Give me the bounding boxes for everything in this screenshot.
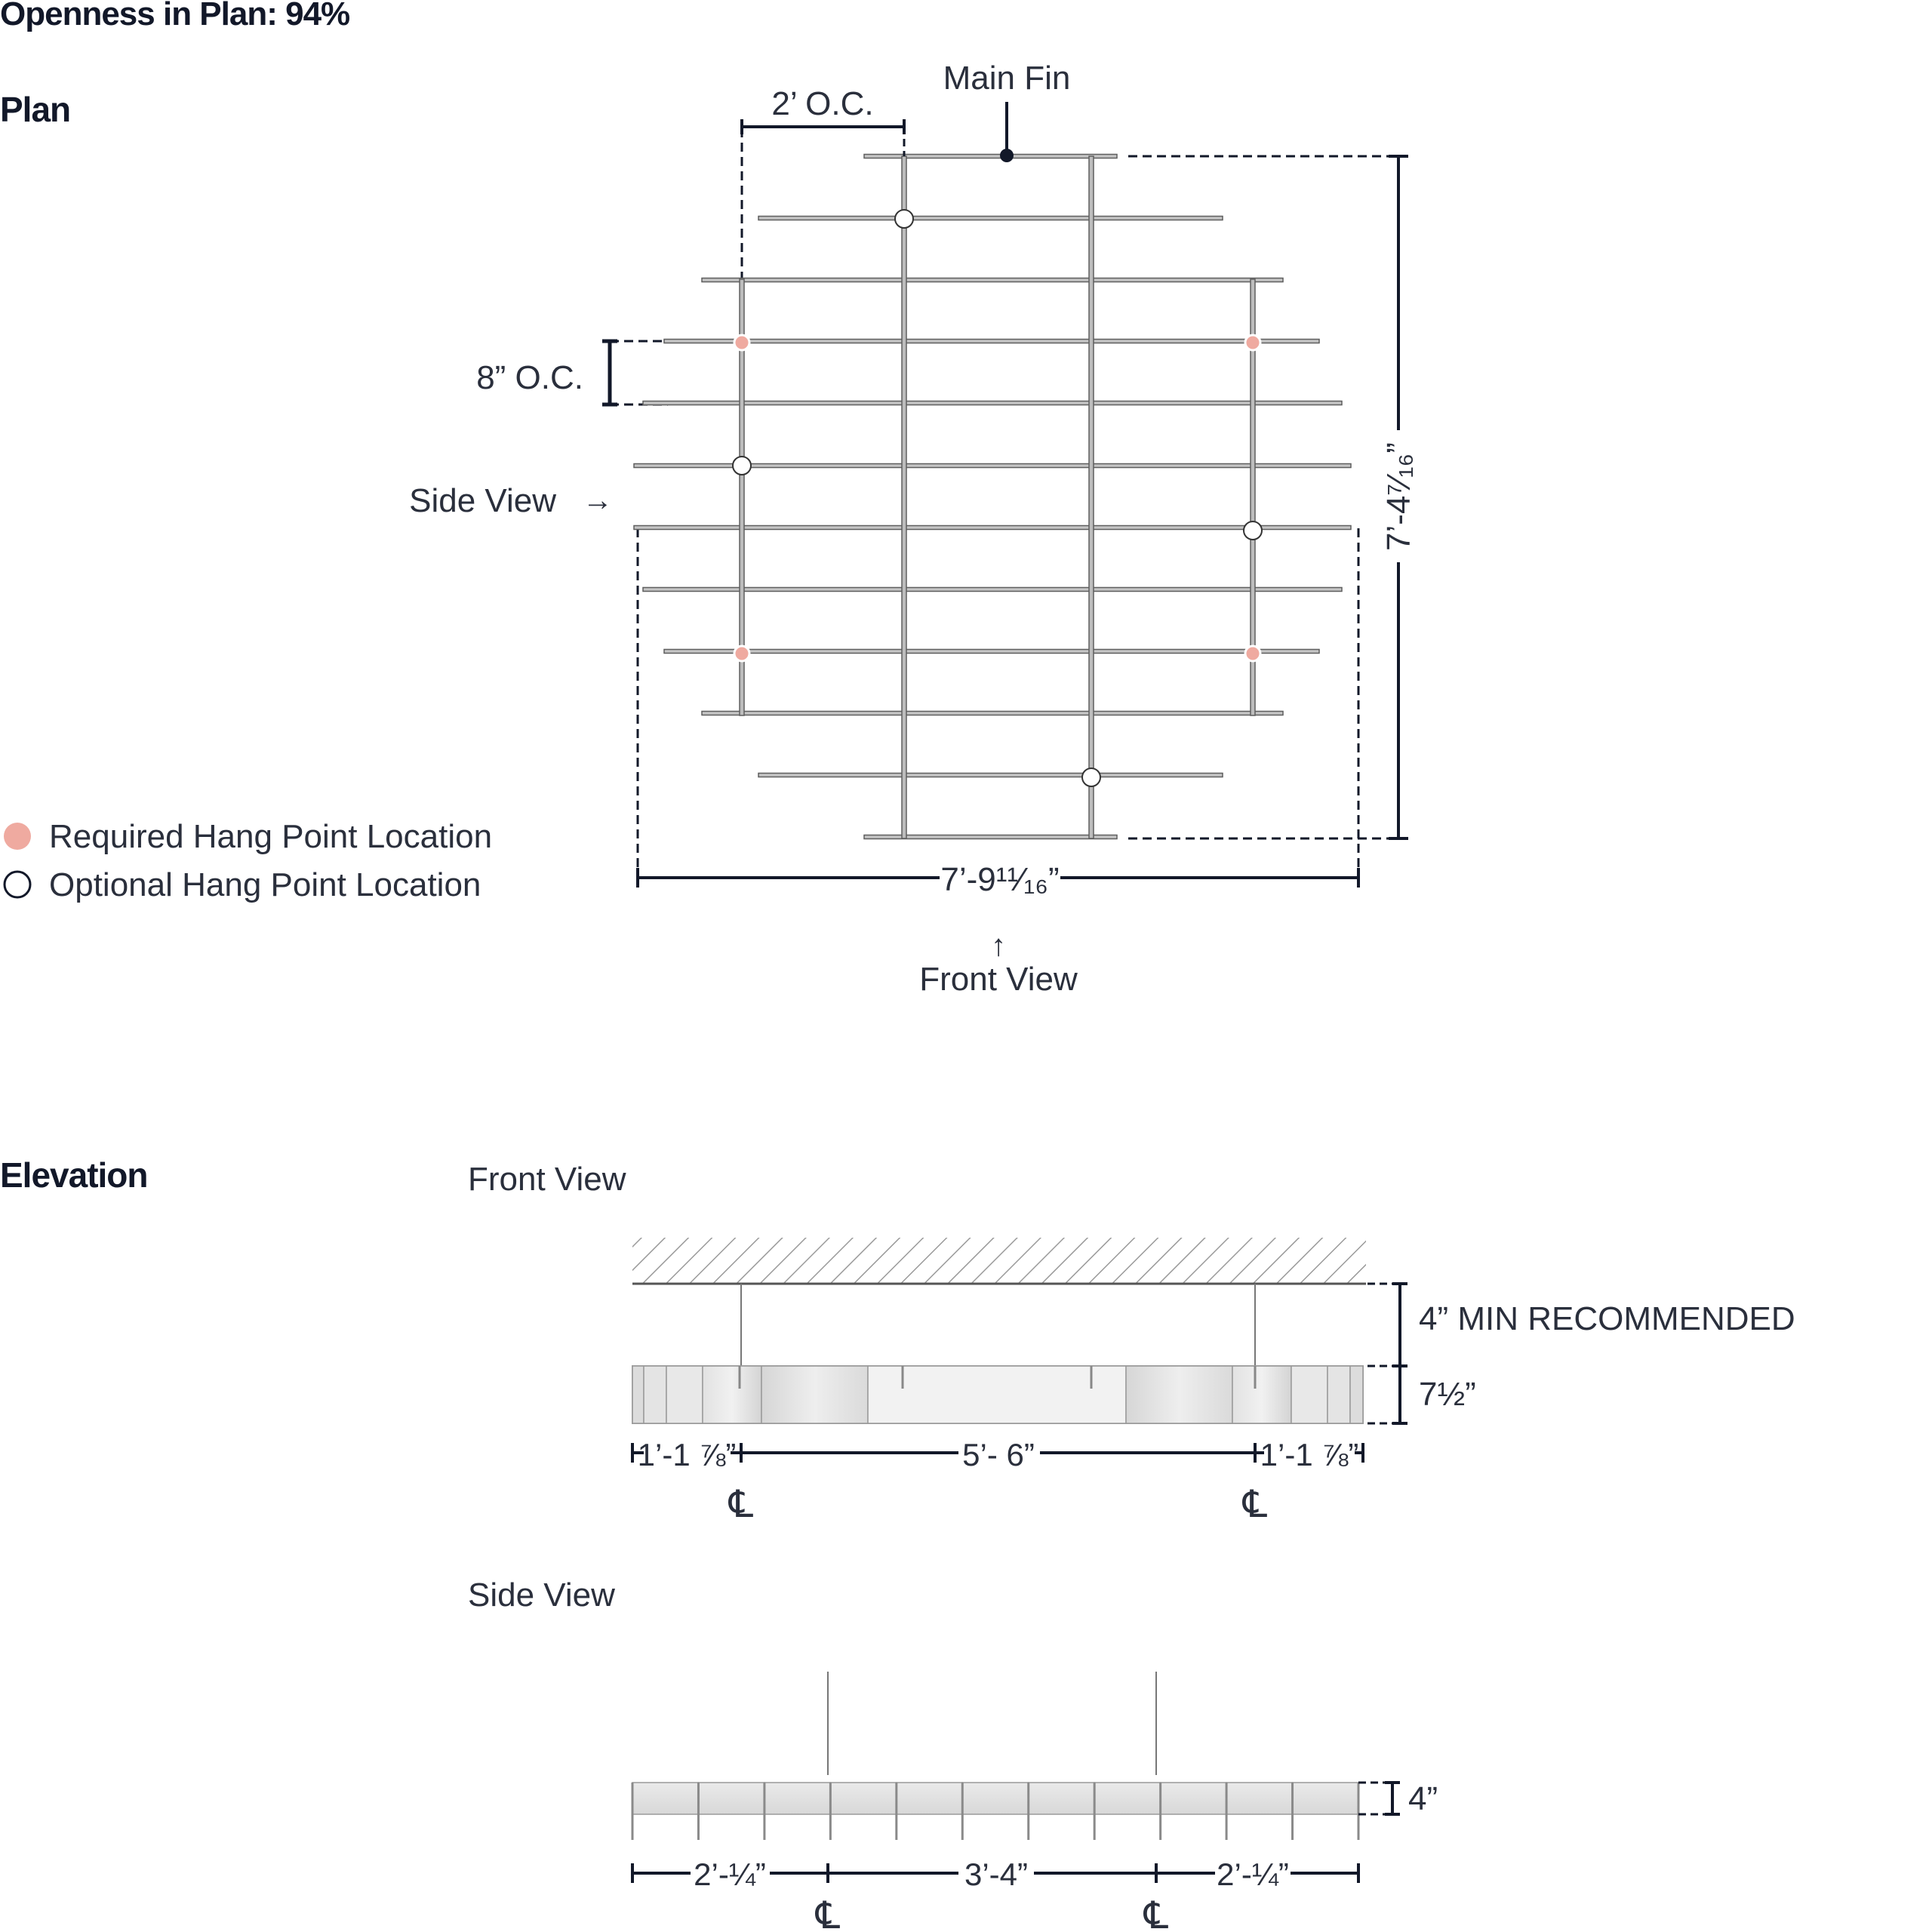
slat (643, 401, 1342, 405)
fin-spacing-dimension (742, 119, 904, 156)
front-height-label: 7½” (1419, 1376, 1476, 1413)
plan-heading: Plan (0, 90, 71, 129)
slat-spacing-label: 8” O.C. (476, 359, 583, 396)
width-dimension-label: 7’-9¹¹⁄₁₆” (940, 861, 1060, 898)
centerline-icon: ℄ (728, 1483, 754, 1525)
side-elevation (468, 1577, 1438, 1932)
side-view-marker-label: Side View (409, 482, 556, 519)
legend-optional-label: Optional Hang Point Location (49, 866, 481, 903)
centerline-icon: ℄ (1242, 1483, 1268, 1525)
legend-required-label: Required Hang Point Location (49, 818, 493, 855)
ceiling-hatch (632, 1238, 1366, 1283)
side-slat (764, 1783, 830, 1814)
slat (702, 278, 1283, 282)
required-hang-point (1245, 335, 1260, 350)
centerline-icon: ℄ (815, 1894, 841, 1932)
centerline-icon: ℄ (1143, 1894, 1169, 1932)
front-dim-right: 1’-1 ⅞” (1260, 1437, 1359, 1472)
main-fin-label: Main Fin (943, 60, 1071, 97)
openness-label: Openness in Plan: (0, 0, 277, 32)
side-view-arrow-icon: → (583, 484, 613, 517)
front-dim-mid: 5’- 6” (962, 1437, 1035, 1472)
depth-dimension-label: 7’-4⁷⁄₁₆” (1380, 442, 1417, 551)
required-hang-point (734, 335, 749, 350)
slat (664, 650, 1319, 654)
side-slat (830, 1783, 896, 1814)
side-slat (632, 1783, 698, 1814)
front-view-title: Front View (468, 1161, 626, 1198)
required-hang-point (1245, 646, 1260, 661)
side-slat (1226, 1783, 1292, 1814)
optional-hang-point (733, 457, 751, 475)
slat (664, 340, 1319, 343)
required-hang-point (734, 646, 749, 661)
optional-hang-point (895, 210, 913, 228)
front-height-dims (1367, 1284, 1407, 1423)
optional-hang-point (1082, 768, 1100, 786)
side-dim-left: 2’-¼” (694, 1857, 766, 1892)
side-height-dim (1358, 1783, 1400, 1814)
side-slat (698, 1783, 764, 1814)
plan-drawing (409, 60, 1417, 998)
side-slat (1094, 1783, 1160, 1814)
optional-hang-point (1244, 521, 1262, 540)
slat-spacing-dimension (602, 341, 617, 405)
slat (702, 712, 1283, 715)
optional-point-swatch (5, 872, 30, 897)
side-dim-mid: 3’-4” (964, 1857, 1029, 1892)
elevation-heading: Elevation (0, 1155, 148, 1195)
front-elevation (468, 1161, 1795, 1525)
min-recommended-label: 4” MIN RECOMMENDED (1419, 1300, 1795, 1337)
side-view-title: Side View (468, 1577, 615, 1614)
plan-dashed-outline (610, 128, 1395, 874)
side-slat (897, 1783, 962, 1814)
side-slat (1293, 1783, 1358, 1814)
side-height-label: 4” (1408, 1780, 1438, 1817)
side-slat (1161, 1783, 1226, 1814)
front-panel (632, 1366, 1363, 1423)
main-fin-callout (943, 60, 1071, 162)
side-dim-right: 2’-¼” (1217, 1857, 1289, 1892)
side-panel (632, 1783, 1358, 1840)
legend (4, 818, 492, 903)
fin-main-right (1089, 156, 1094, 838)
hang-points (733, 210, 1262, 786)
front-view-arrow-icon: ↑ (991, 929, 1006, 962)
slat (758, 217, 1223, 220)
front-view-marker-label: Front View (919, 961, 1078, 998)
front-dim-left: 1’-1 ⅞” (637, 1437, 737, 1472)
slat (643, 588, 1342, 592)
side-slat (962, 1783, 1028, 1814)
plan-fins (740, 156, 1255, 838)
fin-main-left (902, 156, 906, 838)
fin-spacing-label: 2’ O.C. (771, 85, 874, 122)
openness-value: 94% (285, 0, 350, 32)
required-point-swatch (4, 823, 31, 850)
slat (758, 774, 1223, 777)
side-slat (1029, 1783, 1094, 1814)
